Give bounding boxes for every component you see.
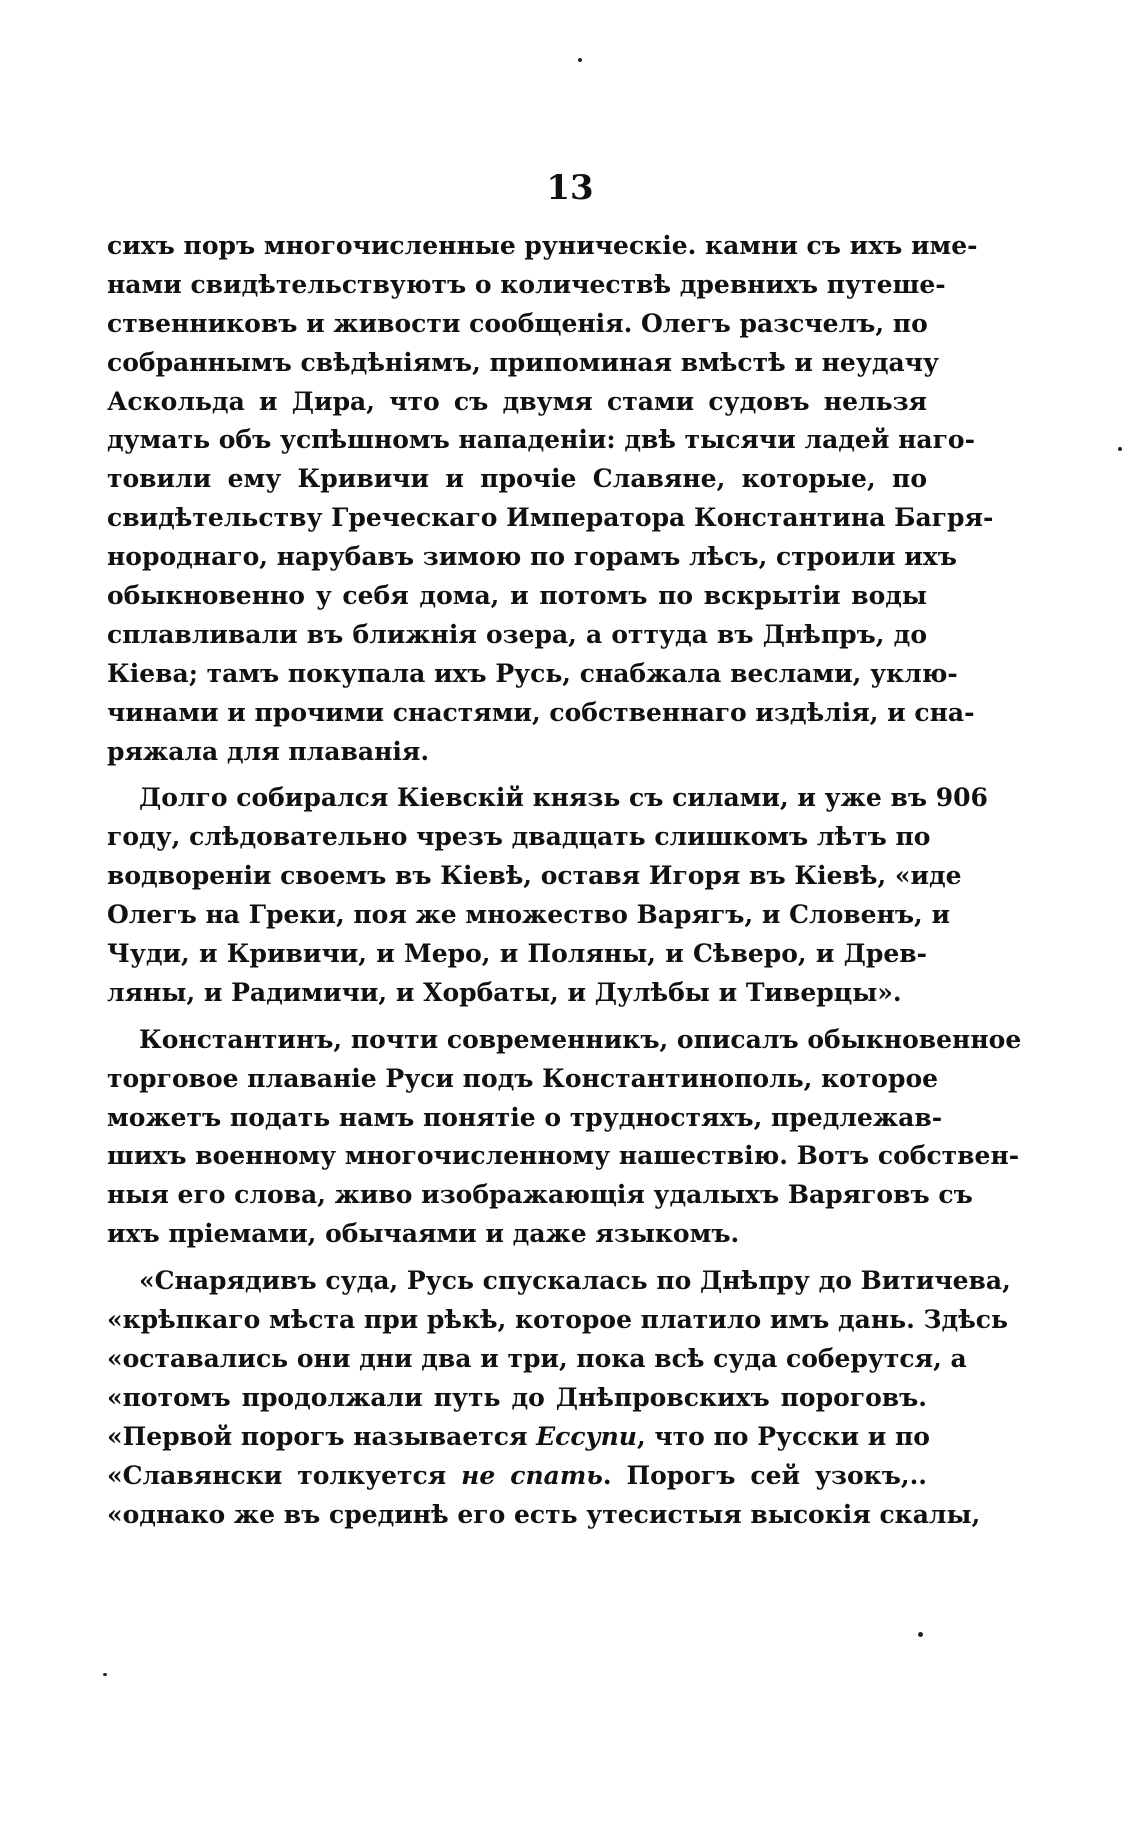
text-line: ихъ пріемами, обычаями и даже языкомъ. [107, 1219, 740, 1249]
text-line: «Первой порогъ называется Ессупи, что по Русски и по [107, 1421, 930, 1451]
text-line: Константинъ, почти современникъ, описалъ обыкновенное [139, 1024, 1022, 1054]
text-line: шихъ военному многочисленному нашествію. Вотъ собствен- [107, 1141, 1020, 1171]
print-speck [1118, 447, 1122, 451]
text-line: «потомъ продолжали путь до Днѣпровскихъ пороговъ. [107, 1382, 927, 1412]
text-line: нороднаго, нарубавъ зимою по горамъ лѣсъ, строили ихъ [107, 542, 957, 572]
text-line: Чуди, и Кривичи, и Меро, и Поляны, и Сѣверо, и Древ- [107, 939, 927, 969]
text-line: сихъ поръ многочисленные руническіе. камни съ ихъ име- [107, 231, 978, 260]
text-body [107, 227, 1022, 1534]
print-speck [918, 1632, 923, 1637]
page-number: 13 [546, 168, 594, 208]
text-line: «Снарядивъ суда, Русь спускалась по Днѣпру до Витичева, [139, 1266, 1011, 1296]
text-line: Долго собирался Кіевскій князь съ силами, и уже въ 906 [139, 783, 988, 813]
text-line: году, слѣдовательно чрезъ двадцать слишкомъ лѣтъ по [107, 822, 931, 852]
text-line: собраннымъ свѣдѣніямъ, припоминая вмѣстѣ и неудачу [107, 347, 939, 377]
print-speck [578, 58, 582, 62]
text-line: свидѣтельству Греческаго Императора Константина Багря- [107, 503, 994, 533]
text-line: можетъ подать намъ понятіе о трудностяхъ, предлежав- [107, 1102, 943, 1132]
text-line: чинами и прочими снастями, собственнаго издѣлія, и сна- [107, 697, 975, 727]
text-line: нами свидѣтельствуютъ о количествѣ древнихъ путеше- [107, 269, 946, 299]
text-line: «крѣпкаго мѣста при рѣкѣ, которое платило имъ дань. Здѣсь [107, 1305, 1008, 1335]
text-line: ряжала для плаванія. [107, 736, 430, 766]
text-line: сплавливали въ ближнія озера, а оттуда въ Днѣпръ, до [107, 619, 927, 649]
text-line: думать объ успѣшномъ нападеніи: двѣ тысячи ладей наго- [107, 425, 975, 455]
text-line: товили ему Кривичи и прочіе Славяне, которые, по [107, 464, 927, 494]
text-line: Кіева; тамъ покупала ихъ Русь, снабжала веслами, уклю- [107, 658, 958, 688]
text-line: «оставались они дни два и три, пока всѣ суда соберутся, а [107, 1343, 967, 1373]
text-line: торговое плаваніе Руси подъ Константинополь, которое [107, 1063, 939, 1093]
paragraph [107, 227, 994, 771]
text-line: «Славянски толкуется не спать. Порогъ сей узокъ,.. [107, 1460, 927, 1490]
text-line: Аскольда и Дира, что съ двумя стами судовъ нельзя [107, 386, 927, 416]
text-line: ственниковъ и живости сообщенія. Олегъ разсчелъ, по [107, 308, 928, 338]
text-line: ляны, и Радимичи, и Хорбаты, и Дулѣбы и Тиверцы». [107, 977, 902, 1007]
text-line: Олегъ на Греки, поя же множество Варягъ, и Словенъ, и [107, 900, 950, 930]
paragraph [107, 1262, 1011, 1534]
text-line: водвореніи своемъ въ Кіевѣ, оставя Игоря въ Кіевѣ, «иде [107, 861, 962, 891]
paragraph [107, 779, 988, 1012]
text-line: обыкновенно у себя дома, и потомъ по вскрытіи воды [107, 581, 927, 611]
print-speck [103, 1673, 107, 1676]
paragraph [107, 1021, 1022, 1254]
text-line: ныя его слова, живо изображающія удалыхъ Варяговъ съ [107, 1180, 973, 1210]
text-line: «однако же въ срединѣ его есть утесистыя высокія скалы, [107, 1499, 981, 1529]
